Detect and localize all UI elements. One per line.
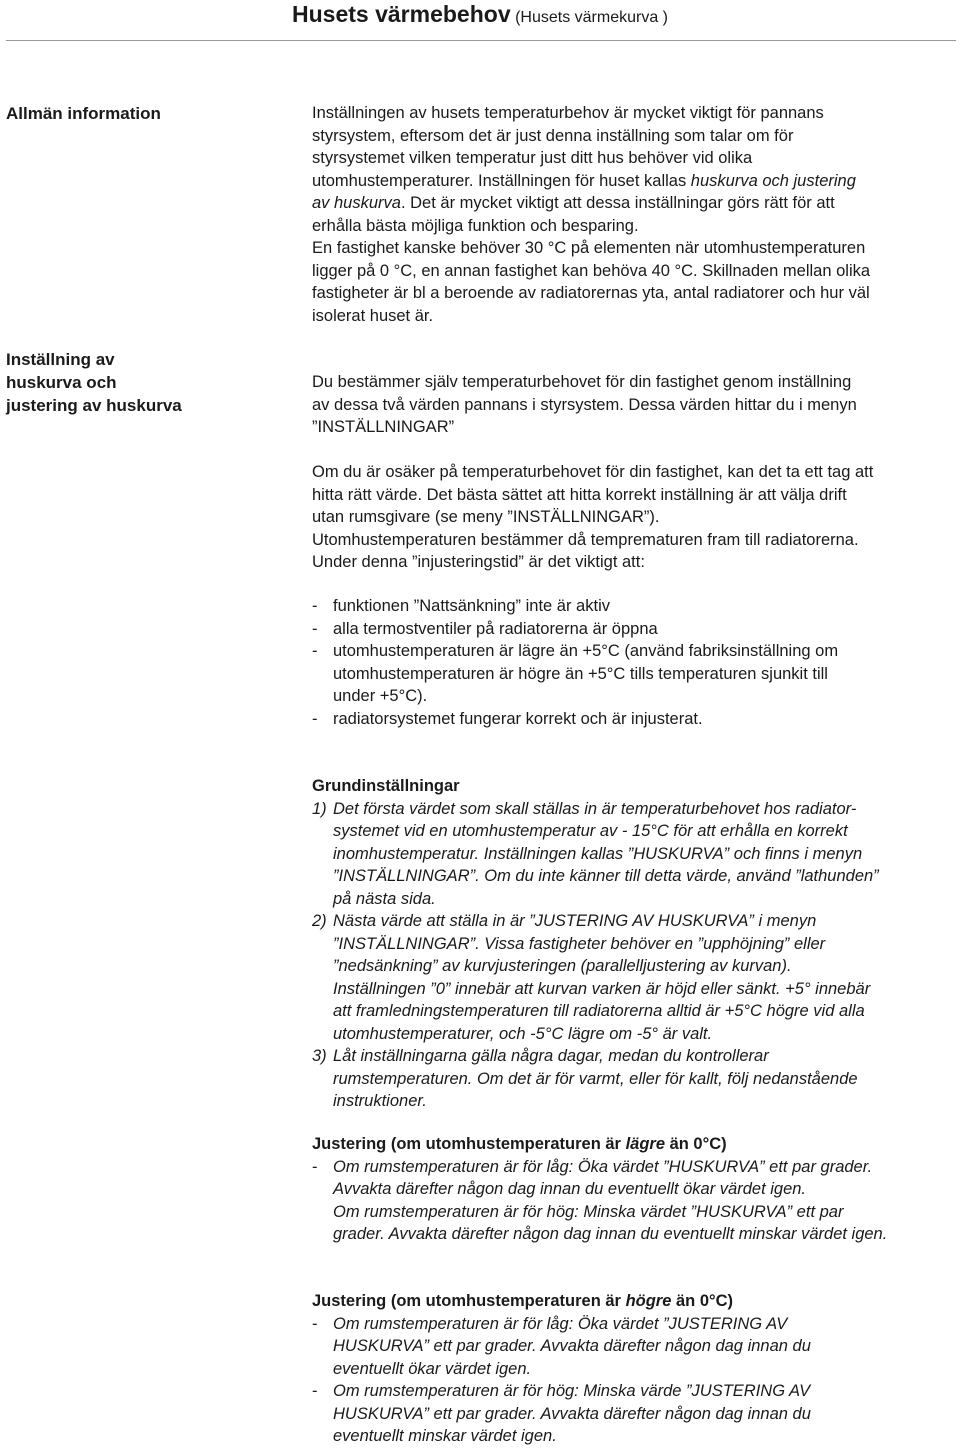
text-line: ”INSTÄLLNINGAR”. Vissa fastigheter behöver en ”upphöjning” eller (333, 934, 826, 953)
text-line: Avvakta därefter någon dag innan du eventuellt ökar värdet igen. (333, 1180, 807, 1198)
text-line: Om rumstemperaturen är för hög: Minska värdet ”HUSKURVA” ett par (333, 1202, 844, 1221)
sidebar-label-general: Allmän information (6, 104, 161, 123)
emphasis-text: huskurva och justering (690, 171, 856, 190)
adjust-lower-section (312, 1133, 952, 1246)
item-number: 2) (312, 912, 327, 930)
sidebar-label-setting-line: Inställning av (6, 350, 115, 369)
text-line: isolerat huset är. (312, 306, 434, 325)
list-item (312, 1380, 952, 1448)
text-line: rumstemperaturen. Om det är för varmt, eller för kallt, följ nedanstående (333, 1069, 858, 1088)
setting-intro-section (312, 371, 952, 439)
text-line: HUSKURVA” ett par grader. Avvakta därefter någon dag innan du (333, 1337, 811, 1355)
text-line: av dessa två värden pannans i styrsystem. Dessa värden hittar du i menyn (312, 395, 857, 414)
page-title (0, 0, 960, 32)
text-line: Under denna ”injusteringstid” är det viktigt att: (312, 553, 645, 571)
adjust-higher-section (312, 1290, 952, 1448)
text-line: systemet vid en utomhustemperatur av - 15°C för att erhålla en korrekt (333, 822, 848, 840)
sidebar-label-setting-line: justering av huskurva (6, 396, 182, 415)
numbered-item (312, 798, 952, 911)
list-item (312, 618, 952, 641)
text-line: Om rumstemperaturen är för låg: Öka värdet ”JUSTERING AV (333, 1314, 788, 1333)
header-divider (6, 40, 956, 41)
dash-marker: - (312, 642, 318, 660)
text-line: Inställningen ”0” innebär att kurvan varken är höjd eller sänkt. +5° innebär (333, 979, 871, 998)
text-line: Om rumstemperaturen är för låg: Öka värdet ”HUSKURVA” ett par grader. (333, 1157, 873, 1176)
text-line: Inställningen av husets temperaturbehov är mycket viktigt för pannans (312, 104, 824, 122)
text-line: Du bestämmer själv temperaturbehovet för din fastighet genom inställning (312, 373, 852, 391)
text-line: radiatorsystemet fungerar korrekt och är injusterat. (333, 709, 703, 728)
basic-settings-section (312, 775, 952, 1113)
text-line: hitta rätt värde. Det bästa sättet att hitta korrekt inställning är att välja drift (312, 485, 847, 504)
item-number: 1) (312, 799, 327, 818)
list-item (312, 1313, 952, 1381)
heading-text: Justering (om utomhustemperaturen är (312, 1135, 626, 1153)
text-line: erhålla bästa möjliga funktion och besparing. (312, 216, 639, 235)
text-line: att framledningstemperaturen till radiatorerna alltid är +5°C högre vid alla (333, 1002, 865, 1020)
text-line: på nästa sida. (333, 889, 436, 908)
sidebar-label-setting-line: huskurva och (6, 373, 117, 392)
text-line: styrsystem, eftersom det är just denna inställning som talar om för (312, 126, 794, 145)
text-line: Det första värdet som skall ställas in är temperaturbehovet hos radiator- (333, 799, 857, 818)
dash-marker: - (312, 619, 318, 638)
text-line: eventuellt ökar värdet igen. (333, 1359, 532, 1378)
text-line: alla termostventiler på radiatorerna är öppna (333, 619, 658, 638)
text-line: utomhustemperaturer, och -5°C lägre om -5° är valt. (333, 1024, 713, 1043)
text-line: instruktioner. (333, 1092, 427, 1110)
general-info-section (312, 102, 952, 327)
sidebar-label-setting (6, 348, 216, 417)
text-line: ”INSTÄLLNINGAR”. Om du inte känner till detta värde, använd ”lathunden” (333, 867, 879, 885)
text-line: Låt inställningarna gälla några dagar, medan du kontrollerar (333, 1047, 769, 1065)
text-line: eventuellt minskar värdet igen. (333, 1427, 557, 1445)
dash-marker: - (312, 1157, 318, 1176)
text-line: inomhustemperatur. Inställningen kallas ”HUSKURVA” och finns i menyn (333, 844, 863, 863)
text-line: En fastighet kanske behöver 30 °C på elementen när utomhustemperaturen (312, 239, 866, 257)
text-line: HUSKURVA” ett par grader. Avvakta därefter någon dag innan du (333, 1404, 811, 1423)
text-line: Utomhustemperaturen bestämmer då temprematuren fram till radiatorerna. (312, 530, 859, 549)
dash-marker: - (312, 597, 318, 615)
list-item (312, 640, 952, 708)
list-item (312, 595, 952, 618)
item-number: 3) (312, 1047, 327, 1065)
unsure-section (312, 461, 952, 574)
page-title-subtitle: (Husets värmekurva ) (515, 9, 668, 26)
text-line: utomhustemperaturen är högre än +5°C tills temperaturen sjunkit till (333, 664, 828, 683)
text-line (312, 192, 952, 215)
text-line: Om rumstemperaturen är för hög: Minska värde ”JUSTERING AV (333, 1382, 811, 1400)
text-line: utan rumsgivare (se meny ”INSTÄLLNINGAR”). (312, 508, 660, 526)
list-item (312, 1156, 952, 1246)
heading-text: Justering (om utomhustemperaturen är (312, 1292, 626, 1310)
text-line (312, 170, 952, 193)
dash-marker: - (312, 709, 318, 728)
text-line: ”INSTÄLLNINGAR” (312, 418, 455, 436)
heading-text: än 0°C) (665, 1135, 727, 1153)
text-line: grader. Avvakta därefter någon dag innan du eventuellt minskar värdet igen. (333, 1225, 888, 1243)
text-line: funktionen ”Nattsänkning” inte är aktiv (333, 597, 610, 615)
text-line: under +5°C). (333, 687, 428, 705)
section-heading: Grundinställningar (312, 777, 460, 795)
dash-marker: - (312, 1382, 318, 1400)
conditions-list (312, 595, 952, 730)
text-span: utomhustemperaturer. Inställningen för huset kallas (312, 171, 691, 190)
emphasis-text: av huskurva (312, 194, 401, 212)
text-span: . Det är mycket viktigt att dessa inställningar görs rätt för att (400, 194, 835, 212)
section-heading (312, 1133, 952, 1156)
text-line: Om du är osäker på temperaturbehovet för din fastighet, kan det ta ett tag att (312, 463, 874, 481)
text-line: Nästa värde att ställa in är ”JUSTERING AV HUSKURVA” i menyn (333, 912, 817, 930)
numbered-item (312, 910, 952, 1045)
heading-emphasis: högre (625, 1292, 672, 1310)
numbered-item (312, 1045, 952, 1113)
heading-emphasis: lägre (625, 1135, 665, 1153)
text-line: ligger på 0 °C, en annan fastighet kan behöva 40 °C. Skillnaden mellan olika (312, 261, 871, 280)
list-item (312, 708, 952, 731)
text-line: ”nedsänkning” av kurvjusteringen (parallelljustering av kurvan). (333, 957, 792, 975)
section-heading (312, 1290, 952, 1313)
page-title-main: Husets värmebehov (292, 1, 511, 27)
text-line: styrsystemet vilken temperatur just ditt hus behöver vid olika (312, 149, 753, 167)
text-line: fastigheter är bl a beroende av radiatorernas yta, antal radiatorer och hur väl (312, 284, 870, 302)
text-line: utomhustemperaturen är lägre än +5°C (använd fabriksinställning om (333, 642, 839, 660)
dash-marker: - (312, 1314, 318, 1333)
heading-text: än 0°C) (671, 1292, 734, 1310)
